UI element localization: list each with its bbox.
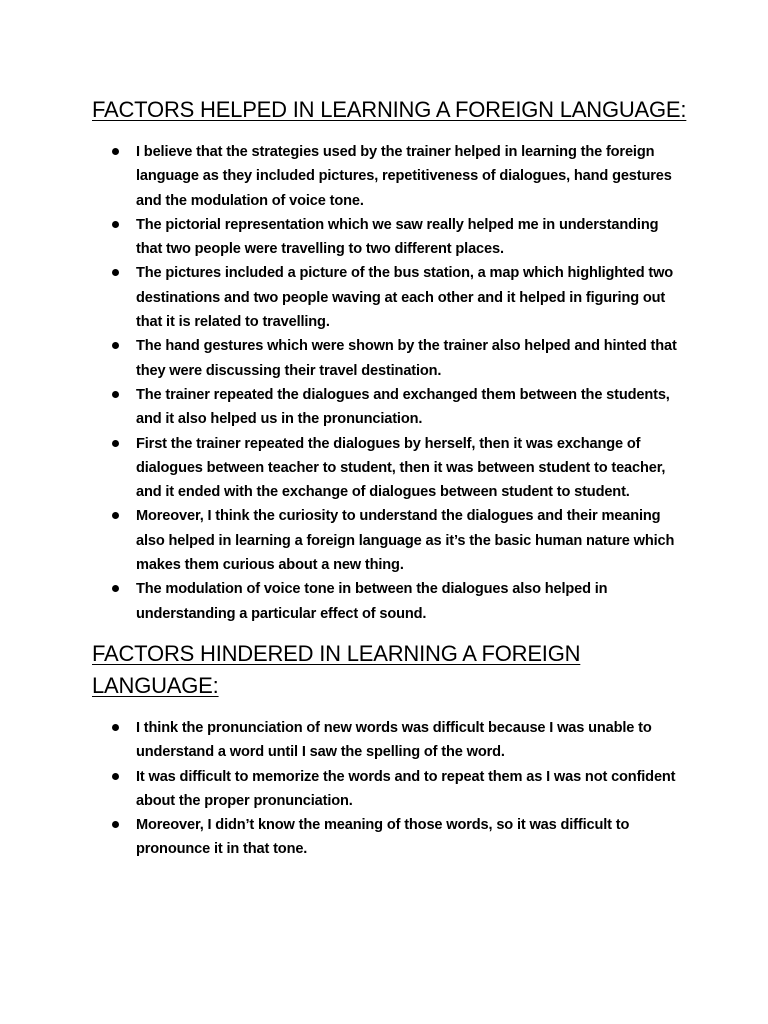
list-item	[92, 383, 681, 432]
bullet-icon	[112, 391, 119, 398]
list-item	[92, 716, 681, 765]
bullet-icon	[112, 773, 119, 780]
heading-factors-hindered: FACTORS HINDERED IN LEARNING A FOREIGN LANGUAGE:	[92, 640, 581, 698]
list-item	[92, 140, 681, 213]
list-item	[92, 813, 681, 862]
heading-factors-helped: FACTORS HELPED IN LEARNING A FOREIGN LANGUAGE:	[92, 97, 687, 122]
list-item-text: The pictures included a picture of the bus station, a map which highlighted two destinations and two people waving at each other and it helped in figuring out that it is related to travelling.	[136, 265, 674, 331]
bullet-icon	[112, 221, 119, 228]
bullet-icon	[112, 440, 119, 447]
list-item-text: Moreover, I think the curiosity to understand the dialogues and their meaning also helped in learning a foreign language as it’s the basic human nature which makes them curious about a new thing.	[136, 508, 675, 574]
list-item-text: The modulation of voice tone in between the dialogues also helped in understanding a particular effect of sound.	[136, 581, 608, 622]
list-item-text: Moreover, I didn’t know the meaning of those words, so it was difficult to pronounce it in that tone.	[136, 817, 630, 858]
list-item-text: The pictorial representation which we saw really helped me in understanding that two people were travelling to two different places.	[136, 216, 659, 258]
list-item	[92, 504, 681, 577]
list-item-text: The trainer repeated the dialogues and exchanged them between the students, and it also helped us in the pronunciation.	[136, 386, 670, 428]
list-item	[92, 334, 681, 383]
list-item-text: The hand gestures which were shown by the trainer also helped and hinted that they were discussing their travel destination.	[136, 338, 677, 379]
list-item	[92, 765, 681, 814]
bullet-icon	[112, 585, 119, 592]
bullet-icon	[112, 724, 119, 731]
hindered-list	[92, 716, 708, 862]
helped-list	[92, 140, 708, 626]
list-item	[92, 261, 681, 334]
bullet-icon	[112, 512, 119, 519]
list-item	[92, 213, 681, 262]
list-item-text: I think the pronunciation of new words was difficult because I was unable to understand a word until I saw the spelling of the word.	[136, 719, 652, 761]
list-item	[92, 577, 681, 626]
bullet-icon	[112, 821, 119, 828]
list-item-text: It was difficult to memorize the words and to repeat them as I was not confident about the proper pronunciation.	[136, 768, 676, 809]
bullet-icon	[112, 269, 119, 276]
bullet-icon	[112, 342, 119, 349]
list-item	[92, 432, 681, 505]
bullet-icon	[112, 148, 119, 155]
list-item-text: I believe that the strategies used by the trainer helped in learning the foreign language as they included pictures, repetitiveness of dialogues, hand gestures and the modulation of voice tone.	[136, 144, 672, 209]
list-item-text: First the trainer repeated the dialogues by herself, then it was exchange of dialogues between teacher to student, then it was between student to teacher, and it ended with the exchange of dialogues between student to student.	[136, 435, 666, 501]
